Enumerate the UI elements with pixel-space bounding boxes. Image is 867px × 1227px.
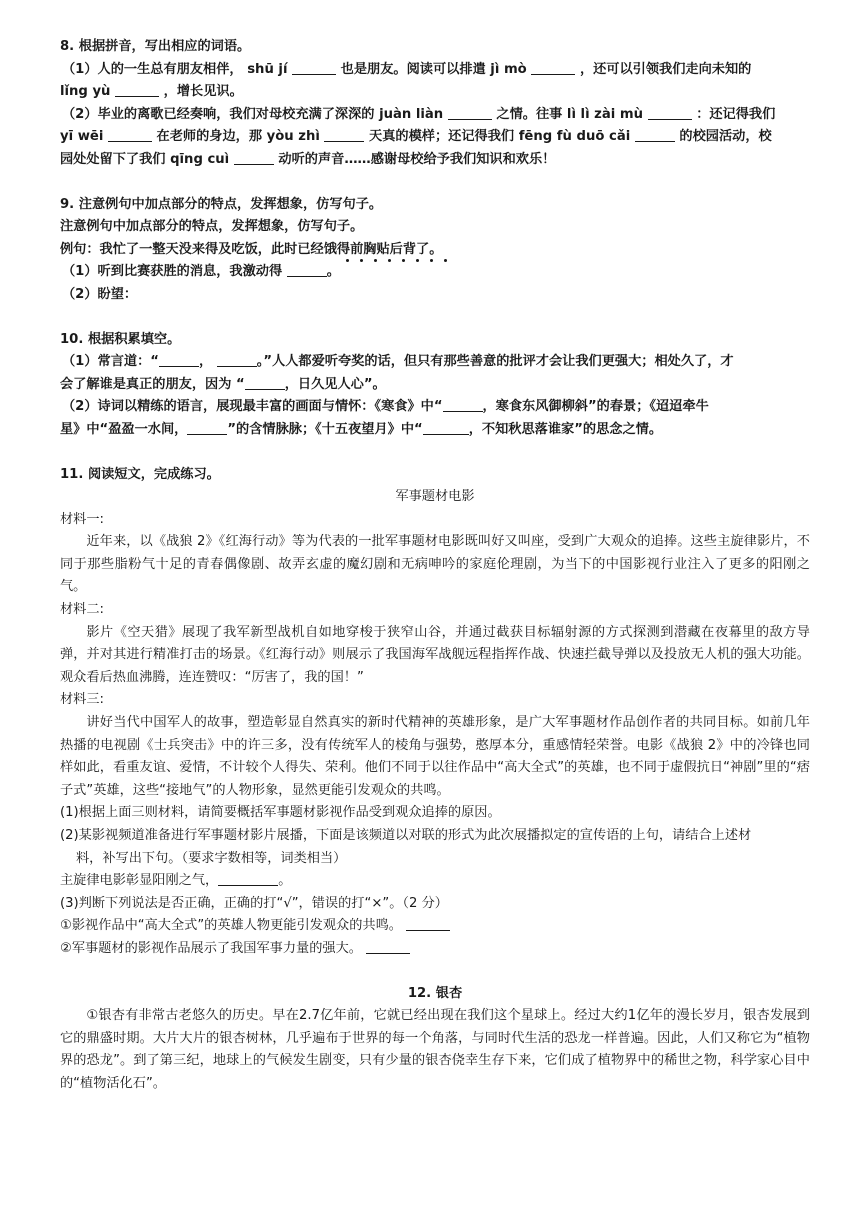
question-9 xyxy=(60,194,810,307)
text: 。”人人都爱听夸奖的话，但只有那些善意的批评才会让我们更强大；相处久了，才 xyxy=(256,354,734,370)
question-8-line-5 xyxy=(60,149,810,172)
answer-blank[interactable] xyxy=(324,127,364,142)
material-2-label: 材料二: xyxy=(60,602,105,618)
question-9-title: 9. 注意例句中加点部分的特点，发挥想象，仿写句子。 xyxy=(60,196,383,212)
answer-blank[interactable] xyxy=(159,352,199,367)
text: yī wēi xyxy=(60,129,104,145)
answer-blank[interactable] xyxy=(366,939,410,954)
sub-question-1: (1)根据上面三则材料，请简要概括军事题材影视作品受到观众追捧的原因。 xyxy=(60,805,501,821)
question-11 xyxy=(60,464,810,961)
question-10-line-3 xyxy=(60,396,810,419)
answer-blank[interactable] xyxy=(218,871,278,886)
judgement-2 xyxy=(60,938,810,961)
material-3-text: 讲好当代中国军人的故事，塑造彰显自然真实的新时代精神的英雄形象，是广大军事题材作品创作者的共同目标。如前几年热播的电视剧《士兵突击》中的许三多，没有传统军人的棱角与强势，憨厚本分，重感情轻荣誉。电影《战狼 2》中的冷锋也同样如此，看重友谊、爱情，不计较个人得失、荣利。他们不同于以往作品中“高大全式”的英雄，也不同于虚假抗日“神剧”里的“痞子式”英雄，这些“接地气”的人物形象，显然更能引发观众的共鸣。 xyxy=(60,715,810,798)
text: ：还记得我们 xyxy=(696,106,776,122)
question-8-title: 8. 根据拼音，写出相应的词语。 xyxy=(60,39,251,54)
emphasis-dots xyxy=(346,259,456,263)
answer-blank[interactable] xyxy=(287,262,327,277)
text: （1）听到比赛获胜的消息，我激动得 xyxy=(62,264,283,280)
text: 星》中“盈盈一水间， xyxy=(60,421,188,437)
answer-blank[interactable] xyxy=(423,420,469,435)
text: （2）诗词以精练的语言，展现最丰富的画面与情怀：《寒食》中“ xyxy=(62,399,443,415)
question-12 xyxy=(60,983,810,1096)
sub-question-2b: 料，补写出下句。（要求字数相等，词类相当） xyxy=(76,850,347,866)
question-10-line-1 xyxy=(60,351,810,374)
question-9-item-2: （2）盼望： xyxy=(62,286,138,302)
material-1-label: 材料一: xyxy=(60,511,105,527)
question-9-item-1 xyxy=(60,261,810,284)
answer-blank[interactable] xyxy=(635,127,675,142)
text: ，不知秋思落谁家”的思念之情。 xyxy=(468,421,663,437)
question-10-title: 10. 根据积累填空。 xyxy=(60,331,181,347)
answer-blank[interactable] xyxy=(187,420,227,435)
worksheet-page xyxy=(60,36,810,1096)
ginkgo-paragraph-1: ①银杏有非常古老悠久的历史。早在2.7亿年前，它就已经出现在我们这个星球上。经过大约1亿年的漫长岁月，银杏发展到它的鼎盛时期。大片大片的银杏树林，几乎遍布于世界的每一个角落，与同时代生活的恐龙一样普遍。因此，人们又称它为“植物界的恐龙”。到了第三纪，地球上的气候发生剧变，只有少量的银杏侥幸生存下来，它们成了植物界中的稀世之物，科学家心目中的“植物活化石”。 xyxy=(60,1008,810,1091)
question-8 xyxy=(60,36,810,172)
text: （2）毕业的离歌已经奏响，我们对母校充满了深深的 juàn liàn xyxy=(62,106,444,122)
question-10-line-2 xyxy=(60,374,810,397)
text: 天真的模样；还记得我们 fēng fù duō cǎi xyxy=(369,129,631,145)
text: 也是朋友。阅读可以排遣 jì mò xyxy=(340,61,527,77)
judgement-1 xyxy=(60,915,810,938)
question-11-title: 11. 阅读短文，完成练习。 xyxy=(60,466,220,482)
text: ，日久见人心”。 xyxy=(284,376,386,392)
couplet-line xyxy=(60,870,810,893)
text: 动听的声音……感谢母校给予我们知识和欢乐！ xyxy=(278,151,556,167)
answer-blank[interactable] xyxy=(234,150,274,165)
question-8-line-2 xyxy=(60,81,810,104)
question-8-line-4 xyxy=(60,126,810,149)
question-12-title: 12. 银杏 xyxy=(407,985,463,1001)
text: 在老师的身边，那 yòu zhì xyxy=(156,129,320,145)
answer-blank[interactable] xyxy=(245,375,285,390)
text: 会了解谁是真正的朋友，因为 “ xyxy=(60,376,245,392)
question-8-line-1 xyxy=(60,59,810,82)
text: ①影视作品中“高大全式”的英雄人物更能引发观众的共鸣。 xyxy=(60,918,402,934)
text: ， xyxy=(198,354,213,370)
question-8-line-3 xyxy=(60,104,810,127)
text: 。 xyxy=(278,873,292,889)
question-9-example: 例句：我忙了一整天没来得及吃饭，此时已经饿得前胸贴后背了。 xyxy=(60,241,443,257)
text: 的校园活动，校 xyxy=(679,129,772,145)
material-1-text: 近年来，以《战狼 2》《红海行动》等为代表的一批军事题材电影既叫好又叫座，受到广大观众的追捧。这些主旋律影片，不同于那些脂粉气十足的青春偶像剧、故弄玄虚的魔幻剧和无病呻吟的家庭伦理剧，为当下的中国影视行业注入了更多的阳刚之气。 xyxy=(60,534,810,595)
question-9-repeat: 注意例句中加点部分的特点，发挥想象，仿写句子。 xyxy=(60,219,364,235)
text: 主旋律电影彰显阳刚之气， xyxy=(60,873,219,889)
answer-blank[interactable] xyxy=(531,60,575,75)
sub-question-2a: (2)某影视频道准备进行军事题材影片展播，下面是该频道以对联的形式为此次展播拟定的宣传语的上句，请结合上述材 xyxy=(60,828,752,843)
text: （1）常言道：“ xyxy=(62,354,159,370)
answer-blank[interactable] xyxy=(448,105,492,120)
text: ②军事题材的影视作品展示了我国军事力量的强大。 xyxy=(60,940,362,956)
text: 。 xyxy=(326,264,340,280)
question-10 xyxy=(60,329,810,442)
material-2-text: 影片《空天猎》展现了我军新型战机自如地穿梭于狭窄山谷，并通过截获目标辐射源的方式探测到潜藏在夜幕里的敌方导弹，并对其进行精准打击的场景。《红海行动》则展示了我国海军战舰远程指挥作战、快速拦截导弹以及投放无人机的强大功能。观众看后热血沸腾，连连赞叹：“厉害了，我的国！” xyxy=(60,624,810,685)
text: 园处处留下了我们 qīng cuì xyxy=(60,151,230,167)
text: ”的含情脉脉；《十五夜望月》中“ xyxy=(227,421,423,437)
sub-question-3: (3)判断下列说法是否正确，正确的打“√”，错误的打“×”。（2 分） xyxy=(60,895,448,911)
answer-blank[interactable] xyxy=(292,60,336,75)
text: ，增长见识。 xyxy=(163,84,243,100)
answer-blank[interactable] xyxy=(217,352,257,367)
text: 之情。往事 lì lì zài mù xyxy=(496,106,643,122)
answer-blank[interactable] xyxy=(115,82,159,97)
article-title: 军事题材电影 xyxy=(395,489,475,505)
answer-blank[interactable] xyxy=(406,916,450,931)
material-3-label: 材料三: xyxy=(60,692,105,708)
text: ，寒食东风御柳斜”的春景；《迢迢牵牛 xyxy=(482,399,709,415)
answer-blank[interactable] xyxy=(648,105,692,120)
text: （1）人的一生总有朋友相伴， shū jí xyxy=(62,61,288,77)
answer-blank[interactable] xyxy=(108,127,152,142)
text: lǐng yù xyxy=(60,84,111,100)
question-10-line-4 xyxy=(60,419,810,442)
answer-blank[interactable] xyxy=(443,397,483,412)
text: ，还可以引领我们走向未知的 xyxy=(579,61,752,77)
